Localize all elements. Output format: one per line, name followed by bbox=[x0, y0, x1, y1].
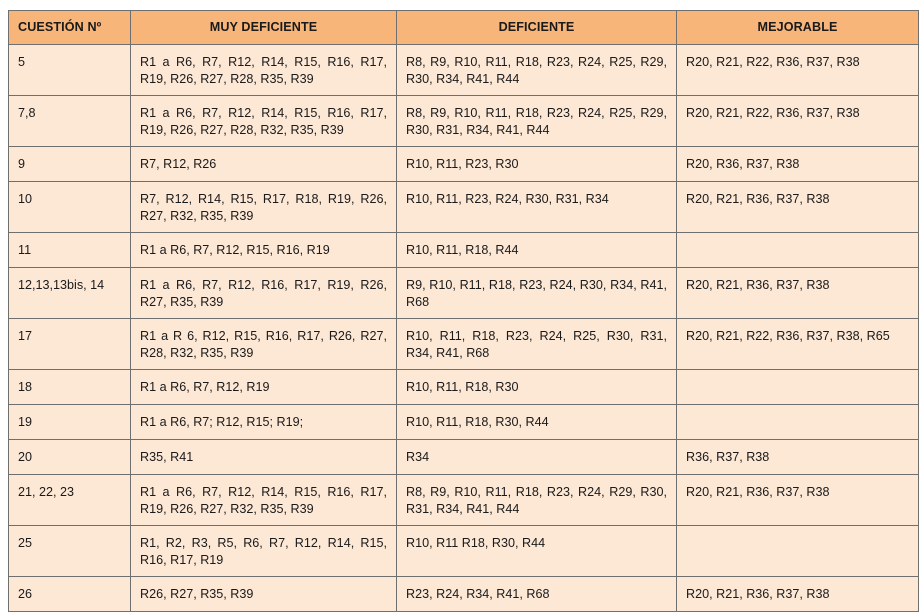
cell-cuestion: 12,13,13bis, 14 bbox=[9, 268, 131, 319]
table-row bbox=[9, 45, 919, 96]
table-row bbox=[9, 475, 919, 526]
cell-muy-deficiente: R1 a R6, R7, R12, R16, R17, R19, R26, R27, R35, R39 bbox=[131, 268, 397, 319]
cell-cuestion: 26 bbox=[9, 577, 131, 612]
cell-muy-deficiente: R7, R12, R26 bbox=[131, 147, 397, 182]
cell-deficiente: R10, R11, R18, R44 bbox=[397, 233, 677, 268]
cell-muy-deficiente: R1 a R6, R7, R12, R19 bbox=[131, 370, 397, 405]
cell-muy-deficiente: R1 a R 6, R12, R15, R16, R17, R26, R27, R28, R32, R35, R39 bbox=[131, 319, 397, 370]
table-row bbox=[9, 147, 919, 182]
cell-muy-deficiente: R1 a R6, R7; R12, R15; R19; bbox=[131, 405, 397, 440]
cell-cuestion: 7,8 bbox=[9, 96, 131, 147]
cell-mejorable bbox=[677, 405, 919, 440]
cell-deficiente: R23, R24, R34, R41, R68 bbox=[397, 577, 677, 612]
cell-mejorable: R20, R21, R36, R37, R38 bbox=[677, 182, 919, 233]
table-row bbox=[9, 319, 919, 370]
cell-cuestion: 19 bbox=[9, 405, 131, 440]
cell-muy-deficiente: R1, R2, R3, R5, R6, R7, R12, R14, R15, R16, R17, R19 bbox=[131, 526, 397, 577]
cell-cuestion: 20 bbox=[9, 440, 131, 475]
cell-deficiente: R8, R9, R10, R11, R18, R23, R24, R25, R29, R30, R31, R34, R41, R44 bbox=[397, 96, 677, 147]
cell-muy-deficiente: R1 a R6, R7, R12, R14, R15, R16, R17, R19, R26, R27, R28, R32, R35, R39 bbox=[131, 96, 397, 147]
cell-deficiente: R8, R9, R10, R11, R18, R23, R24, R29, R30, R31, R34, R41, R44 bbox=[397, 475, 677, 526]
cell-muy-deficiente: R1 a R6, R7, R12, R14, R15, R16, R17, R19, R26, R27, R28, R35, R39 bbox=[131, 45, 397, 96]
cell-mejorable bbox=[677, 526, 919, 577]
cell-mejorable: R20, R21, R22, R36, R37, R38 bbox=[677, 96, 919, 147]
table-row bbox=[9, 526, 919, 577]
cell-muy-deficiente: R35, R41 bbox=[131, 440, 397, 475]
cell-muy-deficiente: R1 a R6, R7, R12, R14, R15, R16, R17, R19, R26, R27, R32, R35, R39 bbox=[131, 475, 397, 526]
recommendations-table bbox=[8, 10, 919, 612]
cell-cuestion: 11 bbox=[9, 233, 131, 268]
header-deficiente: DEFICIENTE bbox=[397, 11, 677, 45]
cell-cuestion: 5 bbox=[9, 45, 131, 96]
cell-mejorable: R20, R21, R36, R37, R38 bbox=[677, 577, 919, 612]
table-row bbox=[9, 370, 919, 405]
table-row bbox=[9, 96, 919, 147]
cell-deficiente: R9, R10, R11, R18, R23, R24, R30, R34, R41, R68 bbox=[397, 268, 677, 319]
cell-mejorable: R20, R36, R37, R38 bbox=[677, 147, 919, 182]
table-row bbox=[9, 182, 919, 233]
cell-muy-deficiente: R7, R12, R14, R15, R17, R18, R19, R26, R27, R32, R35, R39 bbox=[131, 182, 397, 233]
cell-mejorable bbox=[677, 370, 919, 405]
table-row bbox=[9, 440, 919, 475]
cell-muy-deficiente: R26, R27, R35, R39 bbox=[131, 577, 397, 612]
header-muy-deficiente: MUY DEFICIENTE bbox=[131, 11, 397, 45]
cell-muy-deficiente: R1 a R6, R7, R12, R15, R16, R19 bbox=[131, 233, 397, 268]
cell-deficiente: R34 bbox=[397, 440, 677, 475]
cell-mejorable: R20, R21, R36, R37, R38 bbox=[677, 268, 919, 319]
cell-mejorable bbox=[677, 233, 919, 268]
table-row bbox=[9, 268, 919, 319]
cell-mejorable: R20, R21, R22, R36, R37, R38 bbox=[677, 45, 919, 96]
cell-cuestion: 25 bbox=[9, 526, 131, 577]
cell-cuestion: 21, 22, 23 bbox=[9, 475, 131, 526]
cell-cuestion: 17 bbox=[9, 319, 131, 370]
cell-deficiente: R10, R11, R23, R24, R30, R31, R34 bbox=[397, 182, 677, 233]
cell-mejorable: R20, R21, R36, R37, R38 bbox=[677, 475, 919, 526]
cell-deficiente: R10, R11, R23, R30 bbox=[397, 147, 677, 182]
cell-mejorable: R36, R37, R38 bbox=[677, 440, 919, 475]
cell-deficiente: R10, R11, R18, R30, R44 bbox=[397, 405, 677, 440]
header-cuestion: CUESTIÓN Nº bbox=[9, 11, 131, 45]
cell-cuestion: 9 bbox=[9, 147, 131, 182]
header-row bbox=[9, 11, 919, 45]
cell-cuestion: 18 bbox=[9, 370, 131, 405]
cell-deficiente: R8, R9, R10, R11, R18, R23, R24, R25, R29, R30, R34, R41, R44 bbox=[397, 45, 677, 96]
cell-deficiente: R10, R11, R18, R30 bbox=[397, 370, 677, 405]
cell-deficiente: R10, R11 R18, R30, R44 bbox=[397, 526, 677, 577]
cell-mejorable: R20, R21, R22, R36, R37, R38, R65 bbox=[677, 319, 919, 370]
table-row bbox=[9, 233, 919, 268]
table-row bbox=[9, 577, 919, 612]
cell-cuestion: 10 bbox=[9, 182, 131, 233]
table-row bbox=[9, 405, 919, 440]
cell-deficiente: R10, R11, R18, R23, R24, R25, R30, R31, R34, R41, R68 bbox=[397, 319, 677, 370]
header-mejorable: MEJORABLE bbox=[677, 11, 919, 45]
